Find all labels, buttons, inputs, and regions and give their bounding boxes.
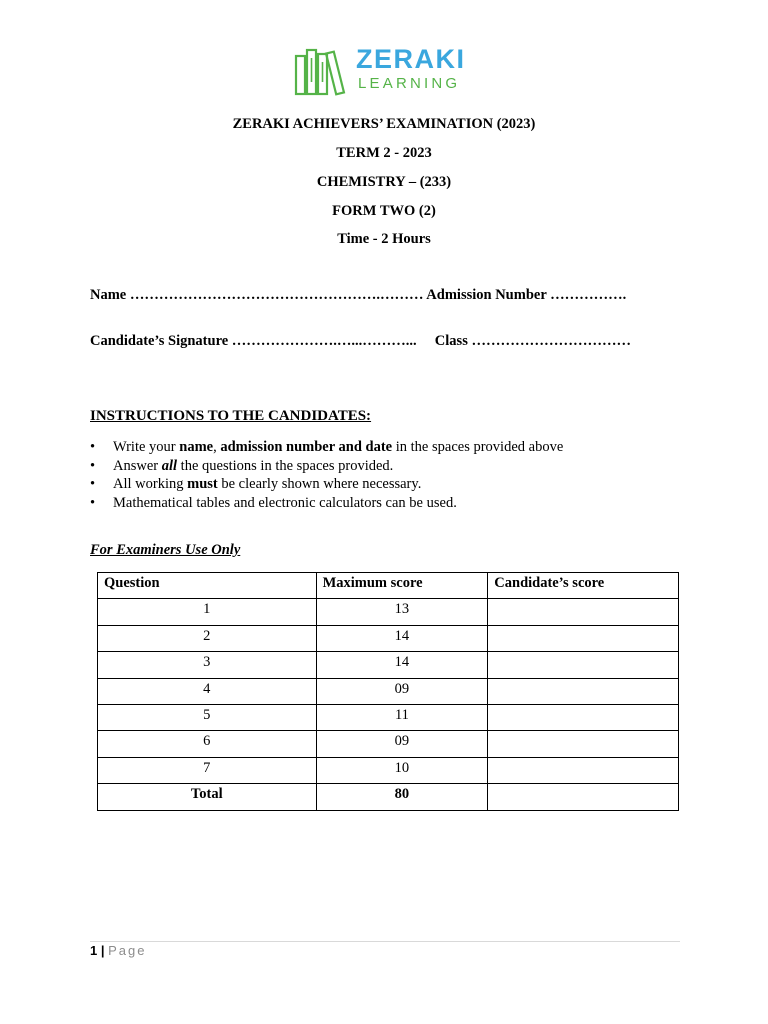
logo-wordmark-zeraki: ZERAKI	[356, 44, 466, 74]
exam-subject: CHEMISTRY – (233)	[316, 174, 452, 190]
name-admission-field: Name …………………………………………….……… Admission Number …………….	[90, 287, 627, 303]
candidate-score	[488, 731, 679, 757]
instruction-item: • All working must be clearly shown where necessary.	[90, 476, 422, 493]
candidate-score	[488, 625, 679, 651]
maximum-score: 10	[316, 757, 488, 783]
question-number: 7	[98, 757, 317, 783]
question-number: 3	[98, 652, 317, 678]
zeraki-logo	[294, 44, 484, 96]
instructions-heading: INSTRUCTIONS TO THE CANDIDATES:	[90, 408, 372, 424]
table-row	[98, 652, 679, 678]
maximum-score: 13	[316, 599, 488, 625]
score-table	[97, 572, 679, 811]
candidate-score	[488, 704, 679, 730]
col-question: Question	[98, 573, 317, 599]
candidate-score	[488, 599, 679, 625]
exam-time: Time - 2 Hours	[337, 231, 431, 247]
maximum-score: 09	[316, 731, 488, 757]
maximum-score: 14	[316, 625, 488, 651]
table-row	[98, 731, 679, 757]
instruction-item: • Mathematical tables and electronic calculators can be used.	[90, 494, 457, 511]
table-row	[98, 599, 679, 625]
bullet: •	[90, 457, 96, 474]
instructions-list	[90, 438, 563, 512]
instruction-item: • Answer all the questions in the spaces provided.	[90, 457, 394, 474]
table-row	[98, 704, 679, 730]
logo-wordmark-learning: LEARNING	[358, 75, 461, 92]
examiners-heading: For Examiners Use Only	[90, 542, 241, 558]
question-number: 4	[98, 678, 317, 704]
footer-divider	[90, 941, 680, 942]
total-maximum-score: 80	[316, 784, 488, 810]
exam-title: ZERAKI ACHIEVERS’ EXAMINATION (2023)	[232, 116, 536, 132]
question-number: 1	[98, 599, 317, 625]
page-number: 1	[90, 943, 98, 958]
table-header-row	[98, 573, 679, 599]
signature-class-field: Candidate’s Signature ………………….…...………... Class ……………………………	[90, 333, 631, 349]
books-icon	[294, 46, 348, 96]
exam-term: TERM 2 - 2023	[336, 145, 432, 161]
table-total-row	[98, 784, 679, 810]
bullet: •	[90, 476, 96, 493]
total-label: Total	[98, 784, 317, 810]
page-footer	[90, 943, 146, 958]
maximum-score: 11	[316, 704, 488, 730]
page-separator: |	[97, 943, 109, 958]
table-row	[98, 757, 679, 783]
candidate-score	[488, 678, 679, 704]
col-maximum-score: Maximum score	[316, 573, 488, 599]
page-label: Page	[108, 943, 147, 958]
exam-form: FORM TWO (2)	[332, 203, 436, 219]
candidate-score	[488, 757, 679, 783]
col-candidate-score: Candidate’s score	[488, 573, 679, 599]
table-row	[98, 625, 679, 651]
question-number: 5	[98, 704, 317, 730]
bullet: •	[90, 494, 96, 511]
total-candidate-score	[488, 784, 679, 810]
instruction-item: • Write your name, admission number and date in the spaces provided above	[90, 439, 564, 455]
table-row	[98, 678, 679, 704]
question-number: 2	[98, 625, 317, 651]
maximum-score: 14	[316, 652, 488, 678]
bullet: •	[90, 439, 96, 455]
candidate-score	[488, 652, 679, 678]
question-number: 6	[98, 731, 317, 757]
maximum-score: 09	[316, 678, 488, 704]
